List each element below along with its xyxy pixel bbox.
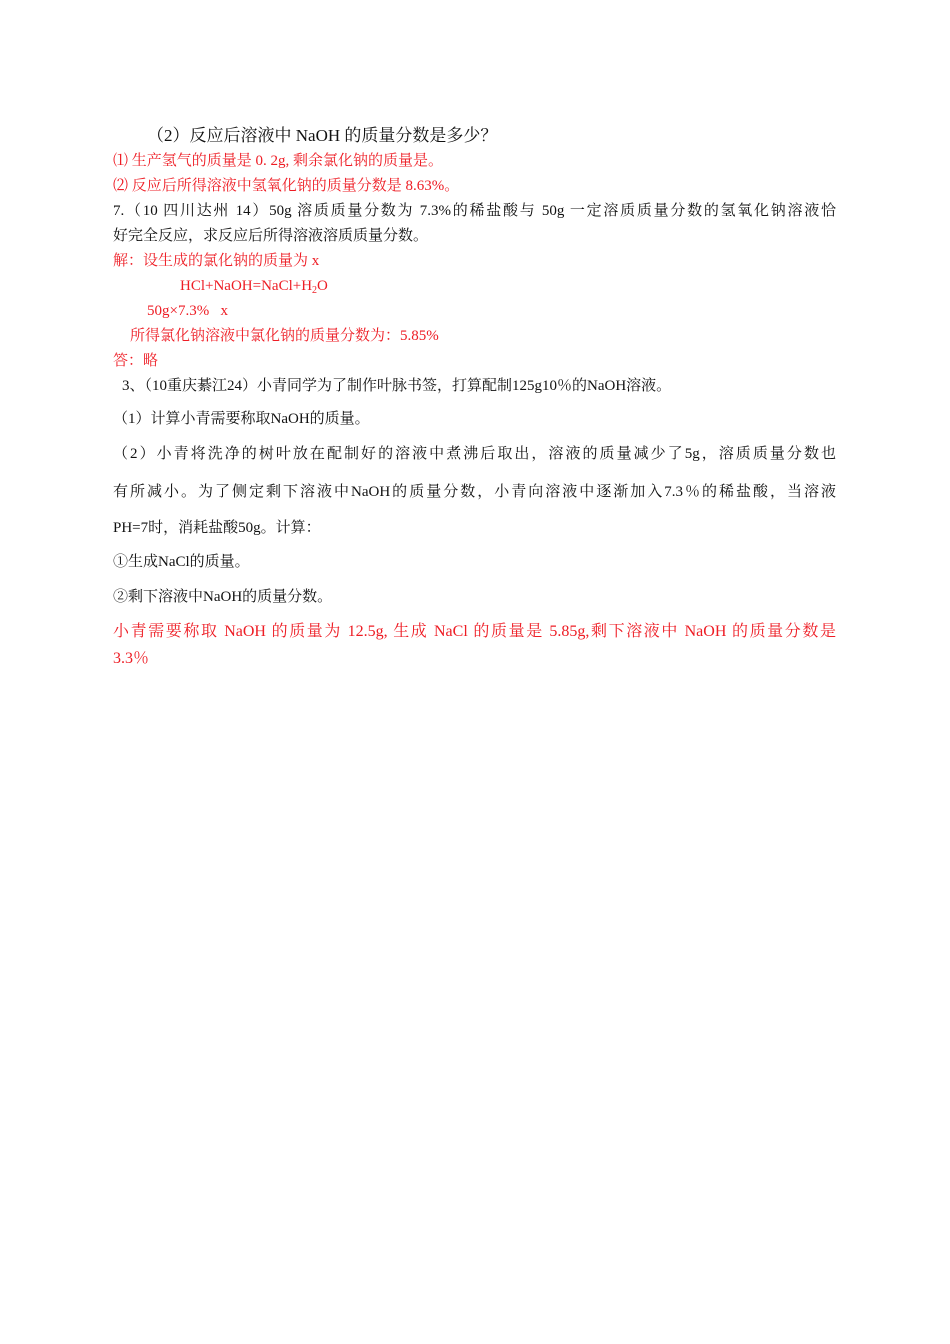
q7-text-line-1: 7.（10 四川达州 14）50g 溶质质量分数为 7.3%的稀盐酸与 50g 一定溶质质量分数的氢氧化钠溶液恰 [113,203,836,219]
q7-text-line-2: 好完全反应，求反应后所得溶液溶质质量分数。 [113,228,429,244]
q3-answer-line-1: 小青需要称取 NaOH 的质量为 12.5g, 生成 NaCl 的质量是 5.85g,剩下溶液中 NaOH 的质量分数是 [113,623,836,640]
equation-subscript: 2 [312,285,318,296]
q3-part-1: （1）计算小青需要称取NaOH的质量。 [113,411,370,427]
q7-chemical-equation [180,277,328,297]
q3-title: 3、（10重庆綦江24）小青同学为了制作叶脉书签，打算配制125g10％的NaOH溶液。 [122,378,672,394]
q3-sub-question-1: ①生成NaCl的质量。 [113,554,250,570]
q3-sub-question-2: ②剩下溶液中NaOH的质量分数。 [113,589,333,605]
q2-question: （2）反应后溶液中 NaOH 的质量分数是多少？ [147,126,498,145]
q7-values: 50g×7.3% x [147,303,228,319]
q3-part-2-line-3: PH=7时，消耗盐酸50g。计算： [113,520,321,536]
q2-answer-1: ⑴ 生产氢气的质量是 0. 2g, 剩余氯化钠的质量是。 [113,153,444,169]
q3-part-2-line-2: 有所减小。为了侧定剩下溶液中NaOH的质量分数，小青向溶液中逐渐加入7.3％的稀盐酸，当溶液 [113,484,836,500]
equation-end: O [317,278,328,294]
q7-answer: 答：略 [113,353,159,369]
q7-result: 所得氯化钠溶液中氯化钠的质量分数为：5.85% [130,328,439,344]
q7-solution-intro: 解：设生成的氯化钠的质量为 x [113,253,320,269]
q2-answer-2: ⑵ 反应后所得溶液中氢氧化钠的质量分数是 8.63%。 [113,178,460,194]
q3-answer-line-2: 3.3％ [113,650,150,667]
equation-main: HCl+NaOH=NaCl+H [180,278,313,294]
q3-part-2-line-1: （2）小青将洗净的树叶放在配制好的溶液中煮沸后取出，溶液的质量减少了5g，溶质质量分数也 [113,446,836,462]
